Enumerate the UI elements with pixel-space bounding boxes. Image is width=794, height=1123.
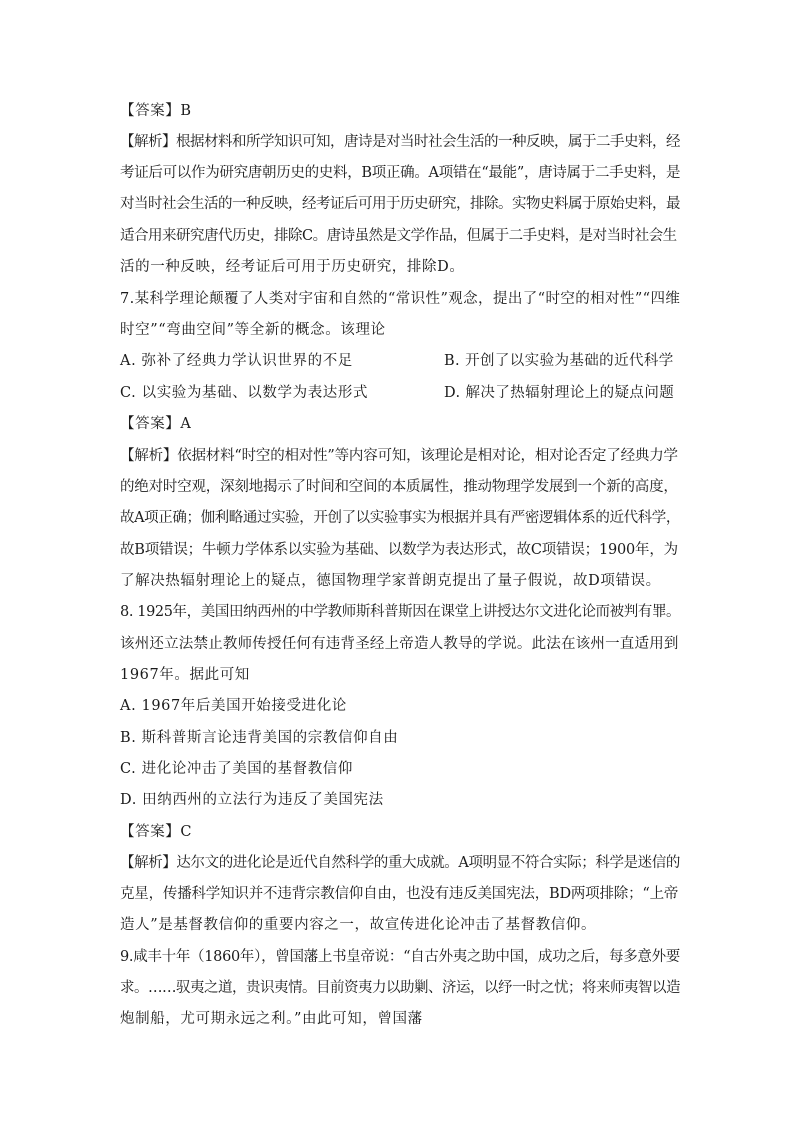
q7-option-a: A. 弥补了经典力学认识世界的不足 bbox=[120, 353, 353, 369]
q6-analysis-line-5: 活的一种反映，经考证后可用于历史研究，排除D。 bbox=[120, 259, 465, 275]
q9-stem-line-3: 炮制船，尤可期永远之利。”由此可知，曾国藩 bbox=[120, 1011, 423, 1027]
q8-option-b: B. 斯科普斯言论违背美国的宗教信仰自由 bbox=[120, 730, 399, 746]
q7-option-c: C. 以实验为基础、以数学为表达形式 bbox=[120, 385, 369, 401]
q6-answer: 【答案】B bbox=[120, 103, 192, 119]
q8-analysis-line-3: 造人”是基督教信仰的重要内容之一，故宣传进化论冲击了基督教信仰。 bbox=[120, 917, 597, 933]
q8-option-a: A. 1967年后美国开始接受进化论 bbox=[120, 698, 347, 714]
q8-stem-line-3: 1967年。据此可知 bbox=[120, 667, 250, 683]
q8-answer: 【答案】C bbox=[120, 824, 193, 840]
q8-option-c: C. 进化论冲击了美国的基督教信仰 bbox=[120, 761, 353, 777]
q7-analysis-line-4: 故B项错误；牛顿力学体系以实验为基础、以数学为表达形式，故C项错误；1900年，为 bbox=[120, 542, 678, 558]
q7-analysis-line-3: 故A项正确；伽利略通过实验，开创了以实验事实为根据并具有严密逻辑体系的近代科学， bbox=[120, 510, 680, 526]
q7-stem-line-2: 时空”“弯曲空间”等全新的概念。该理论 bbox=[120, 322, 386, 338]
q9-stem-line-1: 9.咸丰十年（1860年），曾国藩上书皇帝说：“自古外夷之助中国，成功之后，每多意外要 bbox=[120, 949, 680, 965]
q8-stem-line-2: 该州还立法禁止教师传授任何有违背圣经上帝造人教导的学说。此法在该州一直适用到 bbox=[120, 636, 679, 652]
q9-stem-line-2: 求。……驭夷之道，贵识夷情。目前资夷力以助剿、济运，以纾一时之忧；将来师夷智以造 bbox=[120, 980, 680, 996]
q7-stem-line-1: 7.某科学理论颠覆了人类对宇宙和自然的“常识性”观念，提出了“时空的相对性”“四维 bbox=[120, 291, 681, 307]
q7-answer: 【答案】A bbox=[120, 416, 192, 432]
q7-analysis-line-1: 【解析】依据材料“时空的相对性”等内容可知，该理论是相对论，相对论否定了经典力学 bbox=[120, 448, 678, 464]
q6-analysis-line-3: 对当时社会生活的一种反映，经考证后可用于历史研究，排除。实物史料属于原始史料，最 bbox=[120, 196, 680, 212]
q7-option-b: B. 开创了以实验为基础的近代科学 bbox=[444, 353, 674, 369]
q8-stem-line-1: 8. 1925年，美国田纳西州的中学教师斯科普斯因在课堂上讲授达尔文进化论而被判有罪。 bbox=[120, 604, 681, 620]
q6-analysis-line-4: 适合用来研究唐代历史，排除C。唐诗虽然是文学作品，但属于二手史料，是对当时社会生 bbox=[120, 228, 677, 244]
q8-option-d: D. 田纳西州的立法行为违反了美国宪法 bbox=[120, 792, 384, 808]
q6-analysis-line-1: 【解析】根据材料和所学知识可知，唐诗是对当时社会生活的一种反映，属于二手史料，经 bbox=[120, 134, 680, 150]
q7-analysis-line-2: 的绝对时空观，深刻地揭示了时间和空间的本质属性，推动物理学发展到一个新的高度， bbox=[120, 479, 678, 495]
q7-option-d: D. 解决了热辐射理论上的疑点问题 bbox=[444, 385, 675, 401]
q8-analysis-line-1: 【解析】达尔文的进化论是近代自然科学的重大成就。A项明显不符合实际；科学是迷信的 bbox=[120, 855, 680, 871]
q8-analysis-line-2: 克星，传播科学知识并不违背宗教信仰自由，也没有违反美国宪法，BD两项排除；“上帝 bbox=[120, 886, 679, 902]
q7-analysis-line-5: 了解决热辐射理论上的疑点，德国物理学家普朗克提出了量子假说，故D项错误。 bbox=[120, 573, 661, 589]
q6-analysis-line-2: 考证后可以作为研究唐朝历史的史料，B项正确。A项错在“最能”，唐诗属于二手史料，是 bbox=[120, 165, 681, 181]
